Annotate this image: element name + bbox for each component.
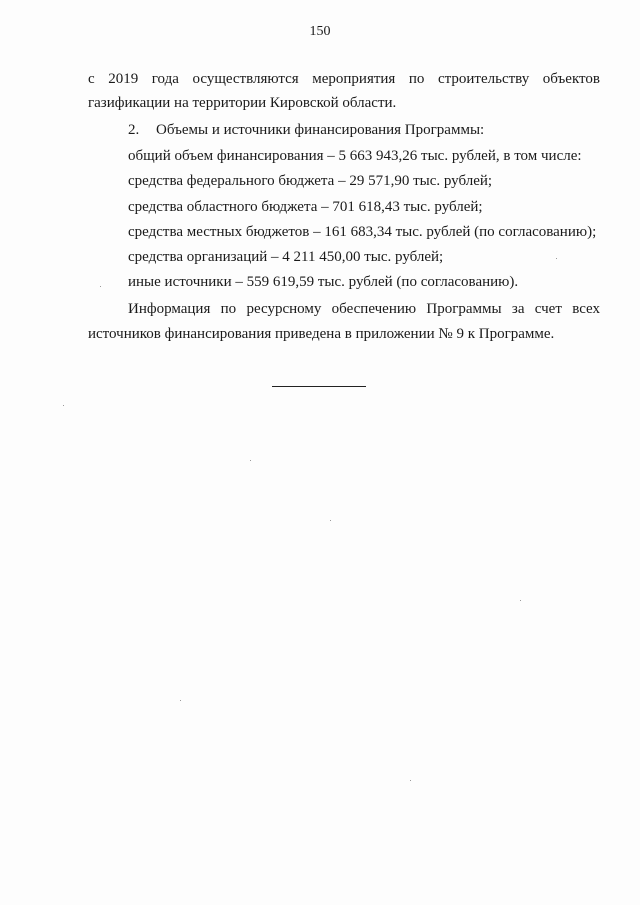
section-2-number: 2. — [128, 122, 140, 138]
funding-federal: средства федерального бюджета – 29 571,90 тыс. рублей; — [128, 173, 493, 189]
section-2-heading: Объемы и источники финансирования Программы: — [156, 122, 485, 138]
paragraph-1-line-1: с 2019 года осуществляются мероприятия по строительству объектов — [88, 71, 600, 87]
funding-total: общий объем финансирования – 5 663 943,26 тыс. рублей, в том числе: — [128, 148, 582, 164]
page-number: 150 — [309, 24, 331, 39]
funding-regional: средства областного бюджета – 701 618,43 тыс. рублей; — [128, 199, 483, 215]
scan-speck — [330, 520, 331, 521]
scan-speck — [410, 780, 411, 781]
paragraph-1-line-2: газификации на территории Кировской области. — [88, 95, 397, 111]
closing-rule — [272, 386, 366, 387]
scan-speck — [520, 600, 521, 601]
funding-organizations: средства организаций – 4 211 450,00 тыс. рублей; — [128, 249, 444, 265]
scan-speck — [100, 286, 101, 287]
funding-local: средства местных бюджетов – 161 683,34 тыс. рублей (по согласованию); — [128, 224, 597, 240]
paragraph-3-line-1: Информация по ресурсному обеспечению Программы за счет всех — [128, 301, 600, 317]
scan-speck — [250, 460, 251, 461]
scan-speck — [556, 258, 557, 259]
scan-speck — [180, 700, 181, 701]
scan-speck — [63, 405, 64, 406]
funding-other: иные источники – 559 619,59 тыс. рублей (по согласованию). — [128, 274, 519, 290]
paragraph-3-line-2: источников финансирования приведена в приложении № 9 к Программе. — [88, 326, 555, 342]
